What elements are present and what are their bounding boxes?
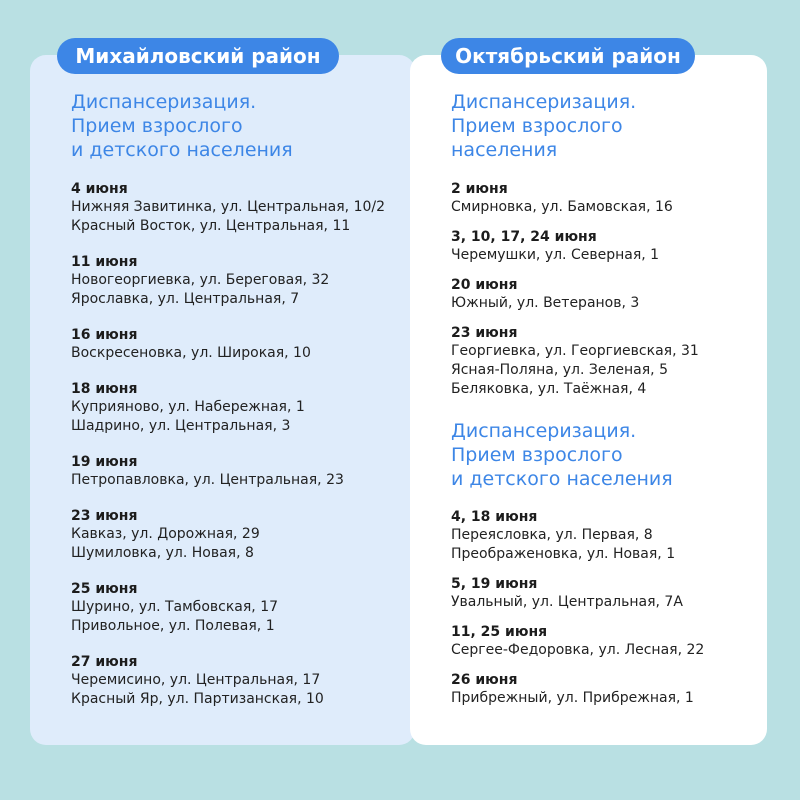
left-column <box>71 90 411 709</box>
schedule-entry <box>451 180 761 217</box>
schedule-address: Черемушки, ул. Северная, 1 <box>451 247 660 263</box>
schedule-entry <box>71 580 411 636</box>
schedule-date: 25 июня <box>71 581 138 597</box>
schedule-date: 3, 10, 17, 24 июня <box>451 229 597 245</box>
left-schedule-list <box>71 180 411 709</box>
schedule-address: Воскресеновка, ул. Широкая, 10 <box>71 345 311 361</box>
schedule-address: Преображеновка, ул. Новая, 1 <box>451 546 676 562</box>
schedule-address: Ярославка, ул. Центральная, 7 <box>71 291 300 307</box>
schedule-address: Смирновка, ул. Бамовская, 16 <box>451 199 673 215</box>
schedule-date: 5, 19 июня <box>451 576 538 592</box>
schedule-address: Увальный, ул. Центральная, 7А <box>451 594 683 610</box>
schedule-entry <box>71 453 411 490</box>
right-schedule-list-adult <box>451 180 761 399</box>
schedule-address: Переясловка, ул. Первая, 8 <box>451 527 653 543</box>
schedule-date: 11 июня <box>71 254 138 270</box>
schedule-address: Нижняя Завитинка, ул. Центральная, 10/2 <box>71 199 386 215</box>
schedule-address: Кавказ, ул. Дорожная, 29 <box>71 526 260 542</box>
schedule-entry <box>71 326 411 363</box>
schedule-date: 16 июня <box>71 327 138 343</box>
schedule-address: Шурино, ул. Тамбовская, 17 <box>71 599 279 615</box>
schedule-entry <box>451 276 761 313</box>
schedule-date: 27 июня <box>71 654 138 670</box>
schedule-entry <box>71 253 411 309</box>
left-district-title: Михайловский район <box>57 38 339 74</box>
schedule-date: 23 июня <box>451 325 518 341</box>
schedule-address: Сергее-Федоровка, ул. Лесная, 22 <box>451 642 705 658</box>
schedule-address: Привольное, ул. Полевая, 1 <box>71 618 275 634</box>
schedule-address: Новогеоргиевка, ул. Береговая, 32 <box>71 272 330 288</box>
schedule-date: 11, 25 июня <box>451 624 548 640</box>
schedule-date: 18 июня <box>71 381 138 397</box>
schedule-address: Шумиловка, ул. Новая, 8 <box>71 545 254 561</box>
left-section-heading: Диспансеризация. Прием взрослого и детского населения <box>71 91 293 161</box>
schedule-address: Черемисино, ул. Центральная, 17 <box>71 672 321 688</box>
schedule-address: Шадрино, ул. Центральная, 3 <box>71 418 291 434</box>
schedule-address: Красный Яр, ул. Партизанская, 10 <box>71 691 324 707</box>
schedule-entry <box>451 623 761 660</box>
schedule-date: 23 июня <box>71 508 138 524</box>
schedule-entry <box>451 671 761 708</box>
schedule-date: 20 июня <box>451 277 518 293</box>
schedule-entry <box>451 228 761 265</box>
right-column <box>451 90 761 708</box>
schedule-address: Куприяново, ул. Набережная, 1 <box>71 399 305 415</box>
schedule-entry <box>451 324 761 399</box>
right-schedule-list-all <box>451 508 761 708</box>
schedule-address: Южный, ул. Ветеранов, 3 <box>451 295 640 311</box>
schedule-address: Георгиевка, ул. Георгиевская, 31 <box>451 343 699 359</box>
schedule-date: 26 июня <box>451 672 518 688</box>
schedule-date: 4 июня <box>71 181 128 197</box>
schedule-entry <box>71 653 411 709</box>
schedule-address: Прибрежный, ул. Прибрежная, 1 <box>451 690 694 706</box>
schedule-entry <box>71 180 411 236</box>
schedule-date: 19 июня <box>71 454 138 470</box>
schedule-address: Красный Восток, ул. Центральная, 11 <box>71 218 351 234</box>
schedule-entry <box>451 575 761 612</box>
schedule-entry <box>71 507 411 563</box>
schedule-entry <box>451 508 761 564</box>
schedule-date: 4, 18 июня <box>451 509 538 525</box>
schedule-address: Петропавловка, ул. Центральная, 23 <box>71 472 344 488</box>
schedule-date: 2 июня <box>451 181 508 197</box>
right-section-heading-adult: Диспансеризация. Прием взрослого населения <box>451 91 637 161</box>
right-section-heading-all: Диспансеризация. Прием взрослого и детского населения <box>451 420 673 490</box>
schedule-address: Ясная-Поляна, ул. Зеленая, 5 <box>451 362 668 378</box>
schedule-address: Беляковка, ул. Таёжная, 4 <box>451 381 647 397</box>
right-district-title: Октябрьский район <box>441 38 695 74</box>
schedule-entry <box>71 380 411 436</box>
